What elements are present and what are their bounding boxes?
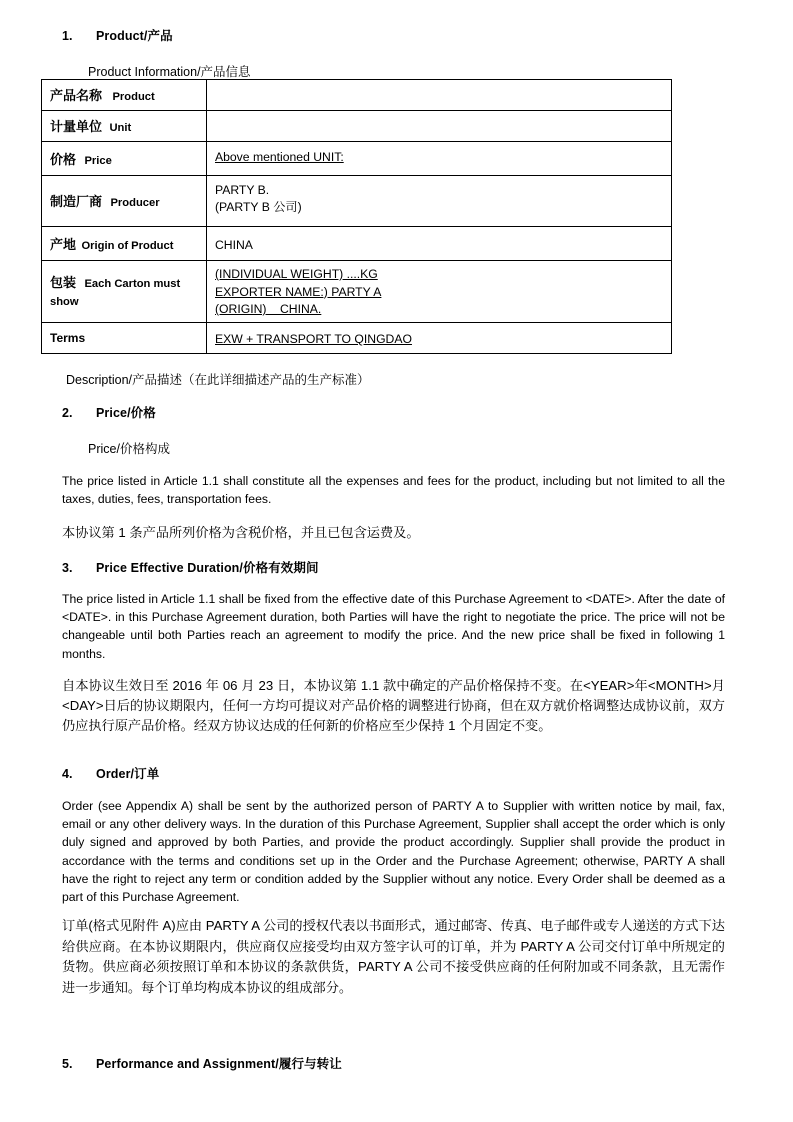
paragraph-price-en: The price listed in Article 1.1 shall constitute all the expenses and fees for the product, including but not limited to all the taxes, duties, fees, transportation fees. bbox=[62, 474, 725, 507]
section-number-3: 3. bbox=[62, 561, 73, 575]
table-cell-label bbox=[42, 111, 207, 142]
product-information-label: Product Information/产品信息 bbox=[88, 65, 251, 79]
table-cell-label bbox=[42, 227, 207, 261]
paragraph-duration-en: The price listed in Article 1.1 shall be fixed from the effective date of this Purchase Agreement to <DATE>. After the date of <DATE>. in this Purchase Agreement duration, both Parties will have the right to negotiate the price. The price will not be changeable until both Parties reach an agreement to modify the price. And the new price shall be fixed in following 1 months. bbox=[62, 592, 725, 661]
table-cell-value bbox=[207, 227, 672, 261]
table-row bbox=[42, 80, 672, 111]
table-cell-value bbox=[207, 142, 672, 176]
table-row bbox=[42, 176, 672, 227]
section-title-5: Performance and Assignment/履行与转让 bbox=[96, 1057, 342, 1071]
description-note: Description/产品描述（在此详细描述产品的生产标准） bbox=[66, 373, 370, 387]
table-cell-value bbox=[207, 176, 672, 227]
section-number-2: 2. bbox=[62, 406, 73, 420]
value-line: (PARTY B 公司) bbox=[215, 199, 302, 214]
table-cell-value bbox=[207, 322, 672, 353]
table-row bbox=[42, 227, 672, 261]
label-en: Each Carton must show bbox=[50, 278, 181, 309]
section-heading-1 bbox=[62, 26, 462, 44]
section-title-2: Price/价格 bbox=[96, 406, 156, 420]
table-cell-label bbox=[42, 322, 207, 353]
section-heading-4 bbox=[62, 764, 462, 782]
label-en: Origin of Product bbox=[81, 239, 174, 252]
value-line: EXW + TRANSPORT TO QINGDAO bbox=[215, 331, 412, 346]
section-number-5: 5. bbox=[62, 1057, 73, 1071]
label-en: Producer bbox=[110, 197, 160, 209]
paragraph-order-en: Order (see Appendix A) shall be sent by the authorized person of PARTY A to Supplier with written notice by mail, fax, email or any other delivery ways. In the duration of this Purchase Agreement, Supplier shall accept the order which is only duly signed and approved by both Parties, and provide the product accordingly. Supplier shall provide the product in accordance with the terms and conditions set up in the Order and the Purchase Agreement; otherwise, PARTY A shall have the right to reject any term or condition added by the Supplier without any notice. Every Order shall be deemed as a part of this Purchase Agreement. bbox=[62, 799, 725, 905]
section-number-1: 1. bbox=[62, 29, 73, 43]
paragraph-order-cn: 订单(格式见附件 A)应由 PARTY A 公司的授权代表以书面形式，通过邮寄、传真、电子邮件或专人递送的方式下达给供应商。在本协议期限内，供应商仅应接受均由双方签字认可的订单，并为 PARTY A 公司交付订单中所规定的货物。供应商必须按照订单和本协议的条款供货，PARTY A 公司不接受供应商的任何附加或不同条款，且无需作进一步通知。每个订单均构成本协议的组成部分。 bbox=[62, 918, 725, 995]
section-title-3: Price Effective Duration/价格有效期间 bbox=[96, 561, 319, 575]
table-cell-value bbox=[207, 80, 672, 111]
label-cn: 产品名称 bbox=[50, 88, 103, 103]
label-en: Terms bbox=[50, 330, 86, 345]
table-cell-value bbox=[207, 111, 672, 142]
label-en: Unit bbox=[109, 122, 132, 134]
value-line: (ORIGIN) CHINA. bbox=[215, 302, 322, 316]
label-cn: 制造厂商 bbox=[50, 194, 103, 209]
section-title-4: Order/订单 bbox=[96, 767, 160, 781]
value-line: EXPORTER NAME:) PARTY A bbox=[215, 284, 382, 299]
table-row bbox=[42, 142, 672, 176]
product-information-table bbox=[41, 79, 672, 354]
table-cell-label bbox=[42, 142, 207, 176]
value-line: Above mentioned UNIT: bbox=[215, 150, 344, 164]
price-composition-label: Price/价格构成 bbox=[88, 442, 170, 456]
label-en: Product bbox=[112, 91, 155, 103]
product-information-table-wrapper bbox=[41, 79, 672, 354]
section-title-1: Product/产品 bbox=[96, 29, 173, 43]
table-cell-label bbox=[42, 176, 207, 227]
label-cn: 包装 bbox=[50, 275, 77, 291]
section-heading-2 bbox=[62, 403, 462, 421]
value-line: (INDIVIDUAL WEIGHT) ....KG bbox=[215, 267, 378, 281]
section-heading-5 bbox=[62, 1054, 512, 1072]
label-cn: 价格 bbox=[50, 151, 77, 167]
table-row bbox=[42, 261, 672, 323]
label-cn: 产地 bbox=[50, 236, 77, 252]
table-row bbox=[42, 111, 672, 142]
label-en: Price bbox=[84, 154, 112, 167]
table-row bbox=[42, 322, 672, 353]
value-line: PARTY B. bbox=[215, 183, 270, 197]
section-number-4: 4. bbox=[62, 767, 73, 781]
paragraph-duration-cn: 自本协议生效日至 2016 年 06 月 23 日，本协议第 1.1 款中确定的产品价格保持不变。在<YEAR>年<MONTH>月<DAY>日后的协议期限内，任何一方均可提议对产品价格的调整进行协商，但在双方就价格调整达成协议前，双方仍应执行原产品价格。经双方协议达成的任何新的价格应至少保持 1 个月固定不变。 bbox=[62, 678, 725, 733]
table-cell-label bbox=[42, 261, 207, 323]
value-line: CHINA bbox=[215, 237, 253, 252]
label-cn: 计量单位 bbox=[50, 119, 103, 134]
table-cell-label bbox=[42, 80, 207, 111]
table-cell-value bbox=[207, 261, 672, 323]
paragraph-price-cn: 本协议第 1 条产品所列价格为含税价格，并且已包含运费及。 bbox=[62, 525, 420, 540]
section-heading-3 bbox=[62, 558, 512, 576]
